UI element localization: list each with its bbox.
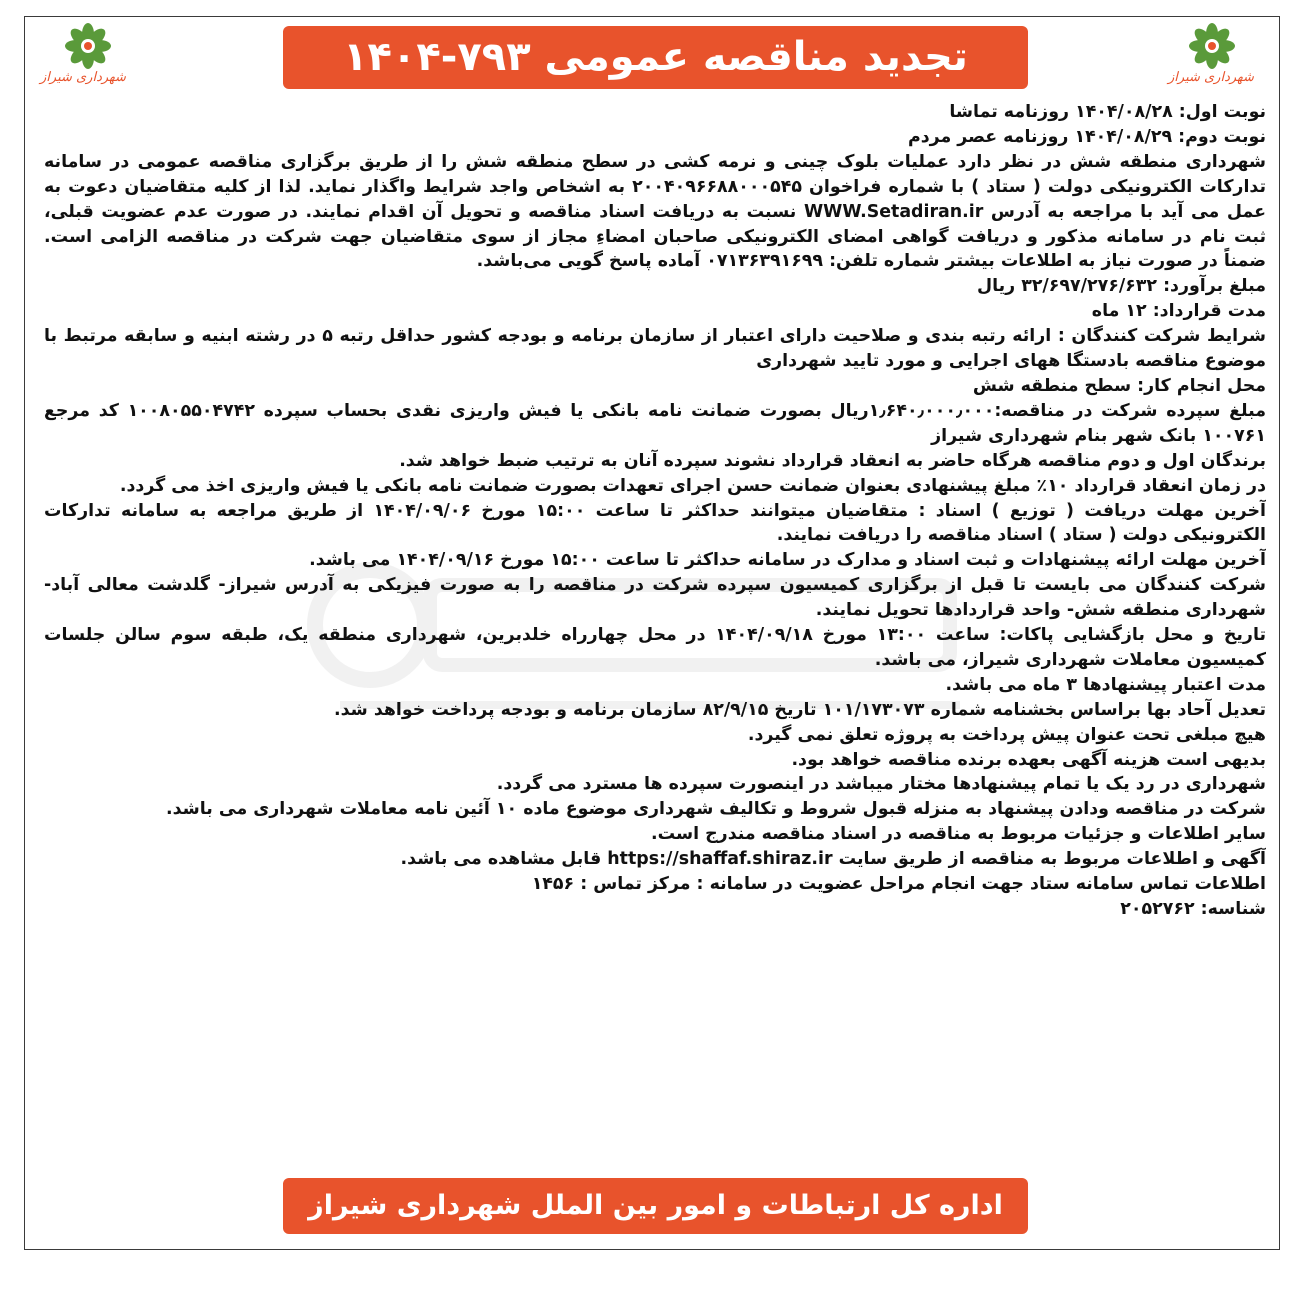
- ad-cost-line: بدیهی است هزینه آگهی بعهده برنده مناقصه خواهد بود.: [791, 749, 1266, 770]
- footer-banner: [283, 1178, 1028, 1234]
- intro-text-part2: نسبت به دریافت اسناد مناقصه و تحویل آن اقدام نمایند. در صورت عدم عضویت قبلی، ثبت نام در سامانه مذکور و دریافت گواهی امضای الکترونیکی صاحبان امضاءِ مجاز از سوی متقاضیان جهت شرکت در مناقصه الزامی است. ضمناً در صورت نیاز به اطلاعات بیشتر شماره تلفن: ۰۷۱۳۶۳۹۱۶۹۹ آماده پاسخ گویی می‌باشد.: [44, 201, 1266, 272]
- validity-line: مدت اعتبار پیشنهادها ۳ ماه می باشد.: [945, 674, 1266, 695]
- other-info-line: سایر اطلاعات و جزئیات مربوط به مناقصه در اسناد مناقصه مندرج است.: [651, 824, 1266, 845]
- municipality-logo-left: [38, 22, 128, 92]
- municipality-logo-right: [1160, 22, 1254, 92]
- logo-caption: شهرداری شیراز: [40, 70, 126, 85]
- title-banner: [283, 26, 1028, 89]
- intro-text-part1: شهرداری منطقه شش در نظر دارد عملیات بلوک چینی و نرمه کشی در سطح منطقه شش را از طریق برگزاری مناقصه عمومی در سامانه تدارکات الکترونیکی دولت ( ستاد ) با شماره فراخوان ۲۰۰۴۰۹۶۶۸۸۰۰۰۵۴۵ به اشخاص واجد شرایط واگذار نماید. لذا از کلیه متقاضیان دعوت به عمل می آید با مراجعه به آدرس: [44, 151, 1266, 222]
- performance-bond-line: در زمان انعقاد قرارداد ۱۰٪ مبلغ پیشنهادی بعنوان ضمانت حسن اجرای تعهدات بصورت ضمانت نامه بانکی یا فیش واریزی اخذ می گردد.: [119, 475, 1266, 496]
- shenaseh-line: شناسه: ۲۰۵۲۷۶۲: [1120, 899, 1266, 919]
- location-line: محل انجام کار: سطح منطقه شش: [972, 375, 1266, 396]
- website-suffix: قابل مشاهده می باشد.: [400, 849, 602, 870]
- logo-caption: شهرداری شیراز: [1168, 70, 1254, 85]
- acceptance-line: شرکت در مناقصه ودادن پیشنهاد به منزله قبول شروط و تکالیف شهرداری موضوع ماده ۱۰ آئین نامه معاملات شهرداری می باشد.: [166, 799, 1266, 820]
- notice-body: [44, 100, 1266, 1172]
- setad-website-link[interactable]: WWW.Setadiran.ir: [803, 201, 984, 222]
- price-adjustment-line: تعدیل آحاد بها براساس بخشنامه شماره ۱۰۱/۱۷۳۰۷۳ تاریخ ۸۲/۹/۱۵ سازمان برنامه و بودجه پرداخت خواهد شد.: [334, 699, 1266, 720]
- second-round-line: نوبت دوم: ۱۴۰۴/۰۸/۲۹ روزنامه عصر مردم: [907, 126, 1266, 147]
- estimate-line: مبلغ برآورد: ۳۲/۶۹۷/۲۷۶/۶۳۲ ریال: [976, 276, 1266, 297]
- website-line: [44, 847, 1266, 872]
- forfeit-line: برندگان اول و دوم مناقصه هرگاه حاضر به انعقاد قرارداد نشوند سپرده آنان به ترتیب ضبط خواهد شد.: [399, 450, 1266, 471]
- contact-line: اطلاعات تماس سامانه ستاد جهت انجام مراحل عضویت در سامانه : مرکز تماس : ۱۴۵۶: [531, 874, 1266, 895]
- shaffaf-website-link[interactable]: https://shaffaf.shiraz.ir: [607, 849, 833, 870]
- opening-paragraph: تاریخ و محل بازگشایی پاکات: ساعت ۱۳:۰۰ مورخ ۱۴۰۴/۰۹/۱۸ در محل چهارراه خلدبرین، شهرداری منطقه یک، طبقه سوم سالن جلسات کمیسیون معاملات شهرداری شیراز، می باشد.: [44, 625, 1266, 670]
- reject-right-line: شهرداری در رد یک یا تمام پیشنهادها مختار میباشد در اینصورت سپرده ها مسترد می گردد.: [496, 774, 1266, 795]
- deposit-paragraph: مبلغ سپرده شرکت در مناقصه:۱٫۶۴۰٫۰۰۰٫۰۰۰ریال بصورت ضمانت نامه بانکی یا فیش واریزی نقدی بحساب سپرده ۱۰۰۸۰۵۵۰۴۷۴۲ کد مرجع ۱۰۰۷۶۱ بانک شهر بنام شهرداری شیراز: [44, 400, 1266, 446]
- duration-line: مدت قرارداد: ۱۲ ماه: [1091, 301, 1266, 322]
- first-round-line: نوبت اول: ۱۴۰۴/۰۸/۲۸ روزنامه تماشا: [949, 102, 1266, 122]
- bid-deadline-line: آخرین مهلت ارائه پیشنهادات و ثبت اسناد و مدارک در سامانه حداکثر تا ساعت ۱۵:۰۰ مورخ ۱۴۰۴/۰۹/۱۶ می باشد.: [309, 550, 1266, 571]
- footer-text: اداره کل ارتباطات و امور بین الملل شهرداری شیراز: [308, 1190, 1003, 1221]
- no-prepayment-line: هیچ مبلغی تحت عنوان پیش پرداخت به پروژه تعلق نمی گیرد.: [747, 724, 1266, 745]
- page-title: تجدید مناقصه عمومی ۷۹۳-۱۴۰۴: [343, 34, 968, 80]
- document-deadline-paragraph: آخرین مهلت دریافت ( توزیع ) اسناد : متقاضیان میتوانند حداکثر تا ساعت ۱۵:۰۰ مورخ ۱۴۰۴/۰۹/۰۶ از طریق مراجعه به سامانه تدارکات الکترونیکی دولت ( ستاد ) اسناد مناقصه را دریافت نمایند.: [44, 500, 1266, 546]
- website-prefix: آگهی و اطلاعات مربوط به مناقصه از طریق سایت: [838, 849, 1266, 870]
- intro-paragraph: [44, 150, 1266, 275]
- physical-delivery-paragraph: شرکت کنندگان می بایست تا قبل از برگزاری کمیسیون سپرده شرکت در مناقصه را به صورت فیزیکی به آدرس شیراز- گلدشت معالی آباد- شهرداری منطقه شش- واحد قراردادها تحویل نمایند.: [44, 575, 1266, 621]
- conditions-paragraph: شرایط شرکت کنندگان : ارائه رتبه بندی و صلاحیت دارای اعتبار از سازمان برنامه و بودجه کشور حداقل رتبه ۵ در رشته ابنیه و سابقه مرتبط با موضوع مناقصه بادستگا ههای اجرایی و مورد تایید شهرداری: [44, 326, 1266, 372]
